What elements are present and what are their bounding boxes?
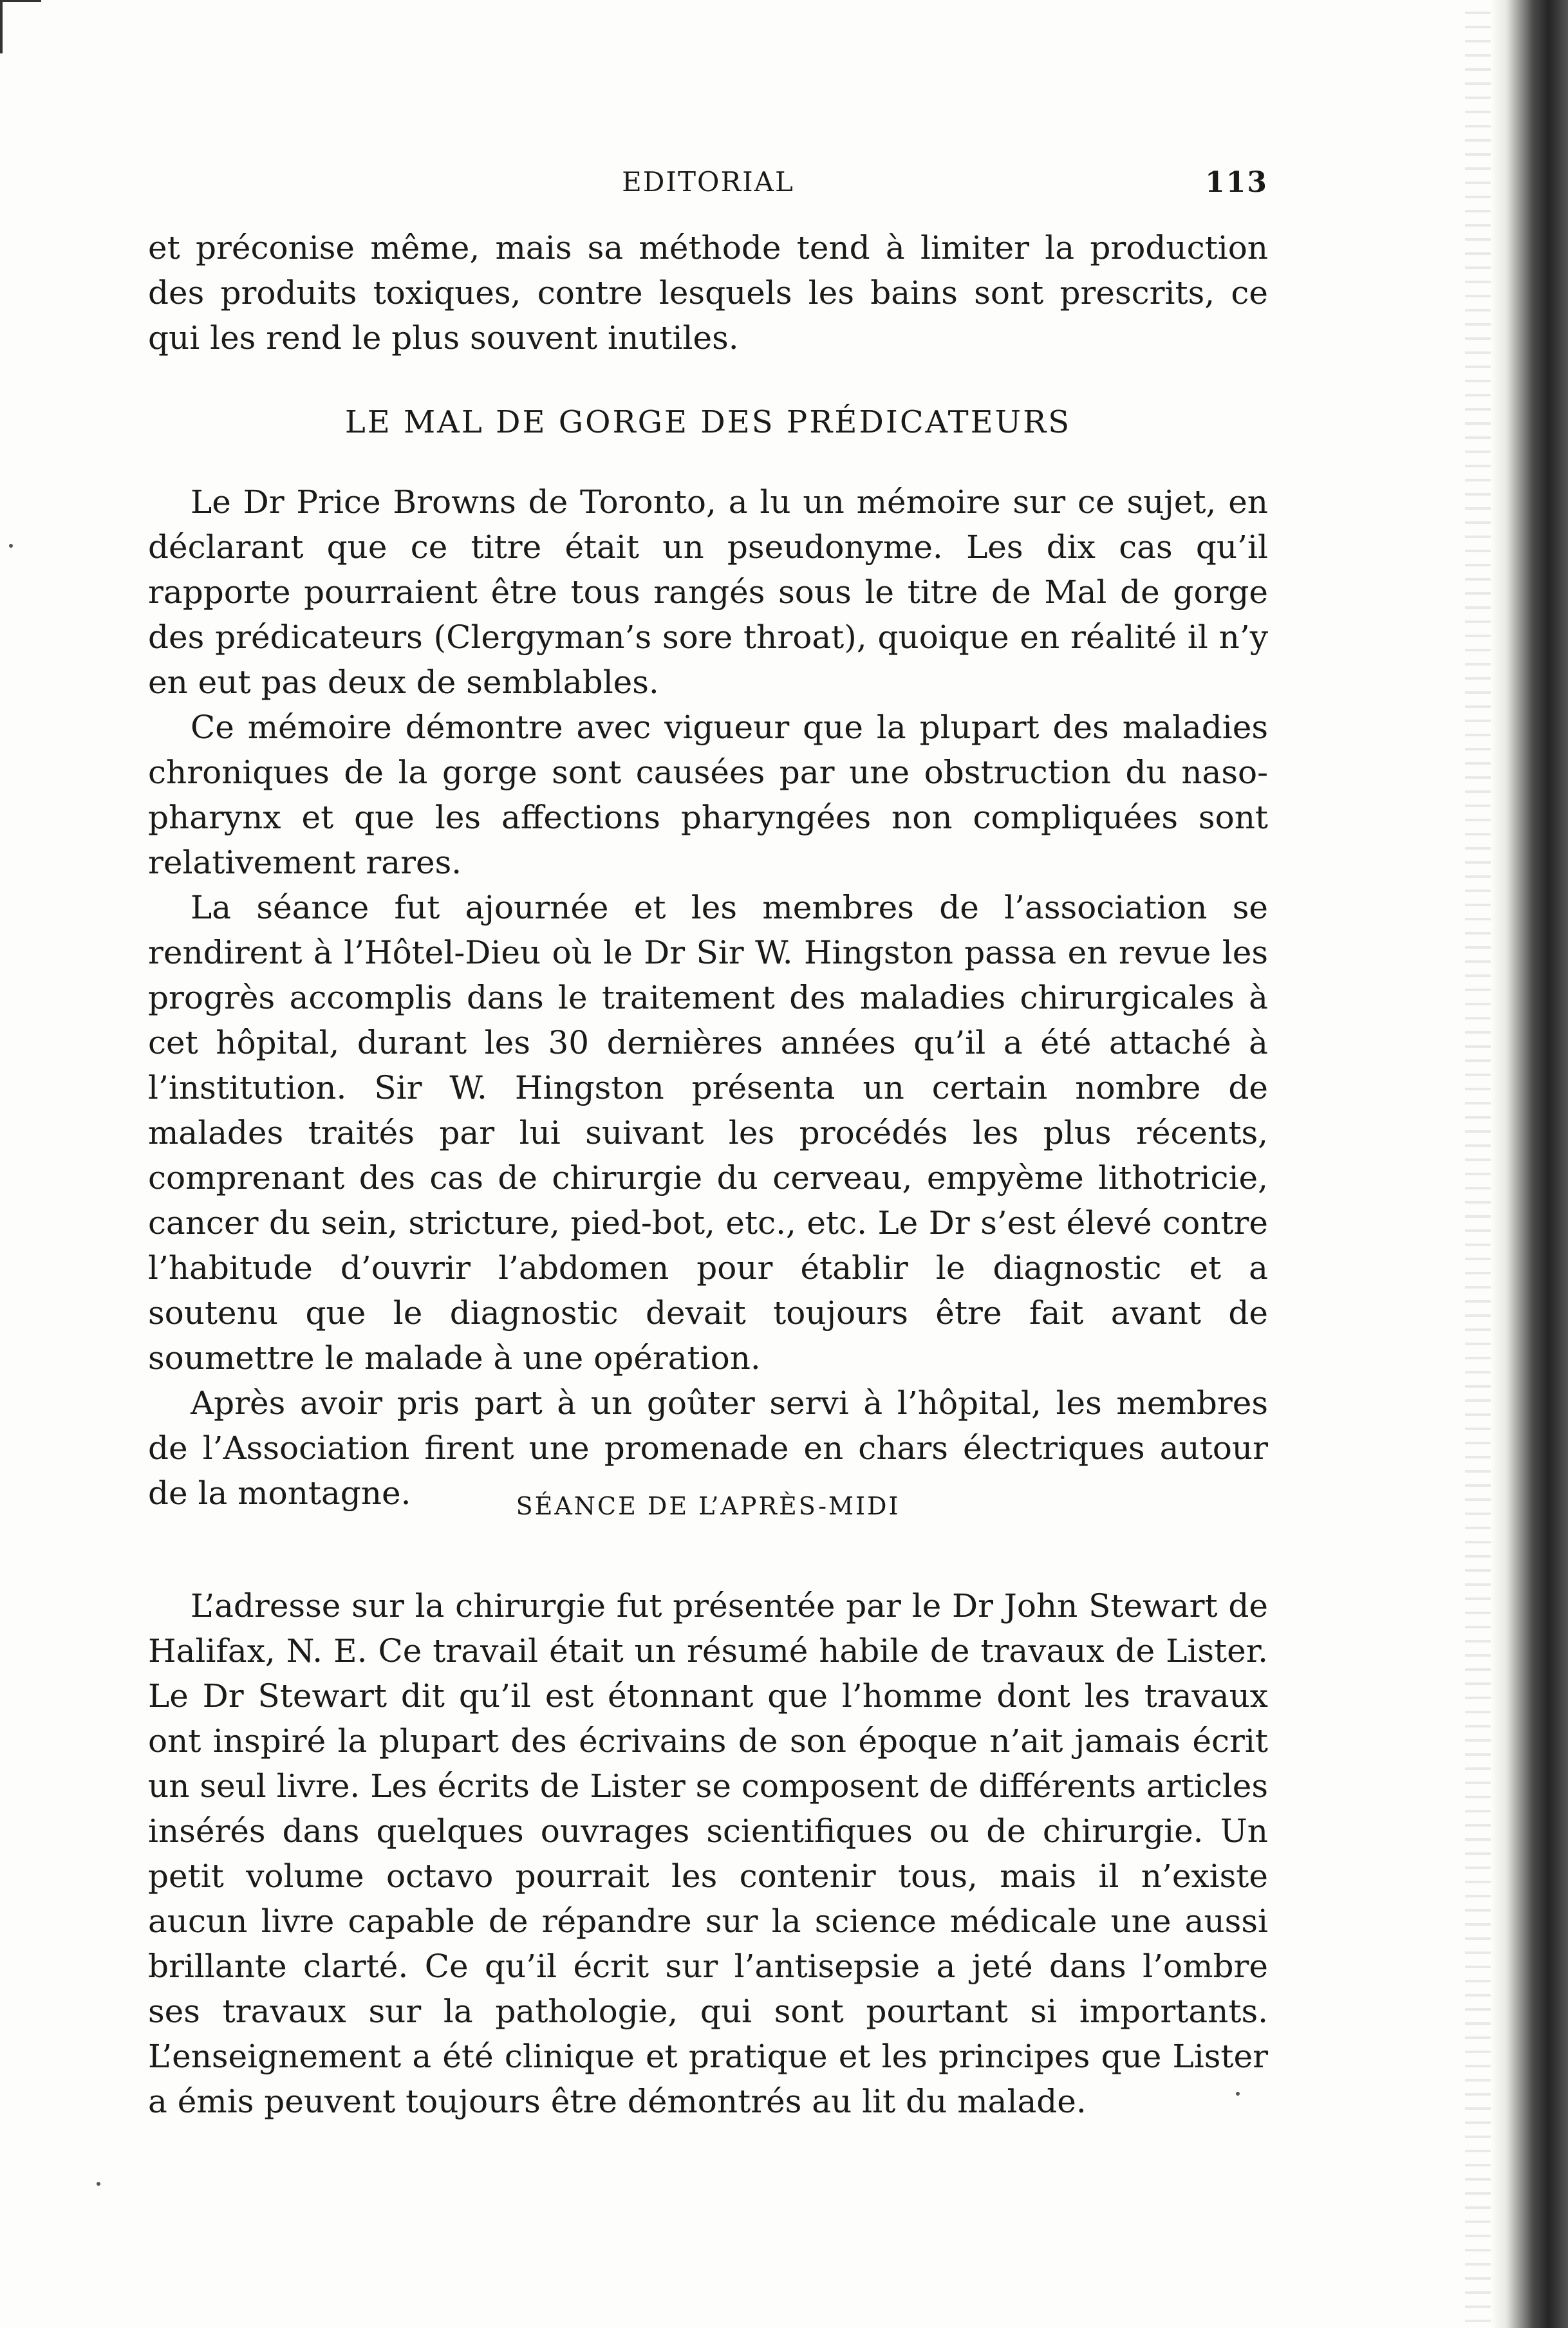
book-binding-edge xyxy=(1491,0,1568,2328)
section-heading-seance: SÉANCE DE L’APRÈS-MIDI xyxy=(516,1492,901,1520)
section-heading-mal-de-gorge: LE MAL DE GORGE DES PRÉDICATEURS xyxy=(344,404,1072,440)
continuation-paragraph-block xyxy=(148,225,1268,360)
paragraph: Le Dr Price Browns de Toronto, a lu un mémoire sur ce sujet, en déclarant que ce titre était un pseudonyme. Les dix cas qu’il rapporte pourraient être tous rangés sous le titre de Mal de gorge des prédicateurs (Clergyman’s sore throat), quoique en réalité il n’y en eut pas deux de semblables. xyxy=(148,483,1268,701)
paragraph: La séance fut ajournée et les membres de l’association se rendirent à l’Hôtel-Dieu où le Dr Sir W. Hingston passa en revue les progrès accomplis dans le traitement des maladies chirurgicales à cet hôpital, durant les 30 dernières années qu’il a été attaché à l’institution. Sir W. Hingston présenta un certain nombre de malades traités par lui suivant les procédés les plus récents, comprenant des cas de chirurgie du cerveau, empyème lithotricie, cancer du sein, stricture, pied-bot, etc., etc. Le Dr s’est élevé contre l’habitude d’ouvrir l’abdomen pour établir le diagnostic et a soutenu que le diagnostic devait toujours être fait avant de soumettre le malade à une opération. xyxy=(148,889,1268,1377)
page-edge-shadow xyxy=(1465,0,1491,2328)
scan-speck xyxy=(9,544,13,548)
scan-corner-mark xyxy=(0,0,41,53)
scan-speck xyxy=(97,2182,100,2186)
page-number: 113 xyxy=(1205,166,1268,199)
continuation-paragraph: et préconise même, mais sa méthode tend à limiter la production des produits toxiques, contre lesquels les bains sont prescrits, ce qui les rend le plus souvent inutiles. xyxy=(148,229,1268,357)
running-head xyxy=(148,166,1268,211)
section-body-mal-de-gorge xyxy=(148,480,1268,1516)
running-title: EDITORIAL xyxy=(622,166,794,198)
section-body-seance xyxy=(148,1583,1268,2124)
paragraph: Après avoir pris part à un goûter servi à l’hôpital, les membres de l’Association firent une promenade en chars électriques autour de la montagne. xyxy=(148,1384,1268,1512)
paragraph: L’adresse sur la chirurgie fut présentée par le Dr John Stewart de Halifax, N. E. Ce travail était un résumé habile de travaux de Lister. Le Dr Stewart dit qu’il est étonnant que l’homme dont les travaux ont inspiré la plupart des écrivains de son époque n’ait jamais écrit un seul livre. Les écrits de Lister se composent de différents articles insérés dans quelques ouvrages scientifiques ou de chirurgie. Un petit volume octavo pourrait les contenir tous, mais il n’existe aucun livre capable de répandre sur la science médicale une aussi brillante clarté. Ce qu’il écrit sur l’antisepsie a jeté dans l’ombre ses travaux sur la pathologie, qui sont pourtant si importants. L’enseignement a été clinique et pratique et les principes que Lister a émis peuvent toujours être démontrés au lit du malade. xyxy=(148,1587,1268,2120)
paragraph: Ce mémoire démontre avec vigueur que la plupart des maladies chroniques de la gorge sont causées par une obstruction du naso-pharynx et que les affections pharyngées non compliquées sont relativement rares. xyxy=(148,709,1268,881)
